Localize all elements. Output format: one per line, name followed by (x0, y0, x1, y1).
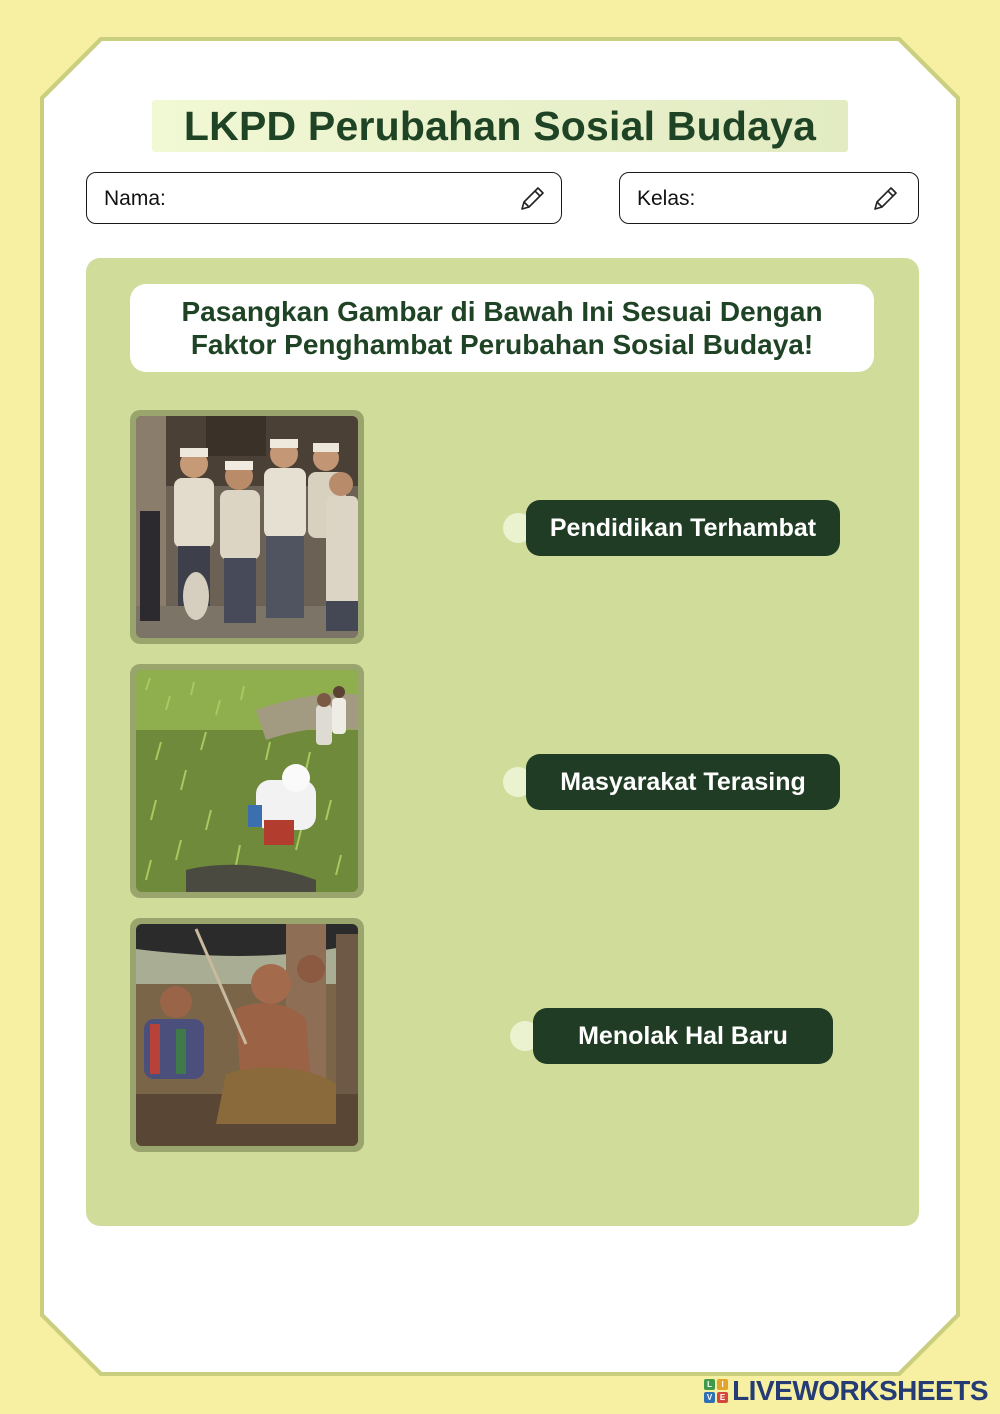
pencil-icon (870, 184, 900, 214)
answer-label-3: Menolak Hal Baru (578, 1021, 788, 1050)
brand-name: LIVEWORKSHEETS (732, 1375, 988, 1406)
photo-forest-community-icon (136, 924, 358, 1146)
nama-label: Nama: (104, 187, 166, 210)
answer-pill-3[interactable] (533, 1008, 833, 1064)
photo-card-1[interactable] (130, 410, 364, 644)
liveworksheets-logo-icon: L I V E (704, 1379, 728, 1403)
kelas-label: Kelas: (637, 187, 696, 210)
answer-pill-2[interactable] (526, 754, 840, 810)
photo-rice-field-walk-icon (136, 670, 358, 892)
answer-label-2: Masyarakat Terasing (560, 767, 806, 796)
photo-card-2[interactable] (130, 664, 364, 898)
nama-field[interactable] (86, 172, 562, 224)
liveworksheets-brand[interactable] (704, 1376, 988, 1406)
answer-label-1: Pendidikan Terhambat (549, 513, 817, 542)
title-banner (152, 100, 848, 152)
instruction-line-2: Faktor Penghambat Perubahan Sosial Budaya! (190, 329, 814, 360)
kelas-field[interactable] (619, 172, 919, 224)
answer-pill-1[interactable] (526, 500, 840, 556)
instruction-line-1: Pasangkan Gambar di Bawah Ini Sesuai Dengan (181, 296, 823, 327)
pencil-icon (517, 184, 547, 214)
photo-card-3[interactable] (130, 918, 364, 1152)
page-title: LKPD Perubahan Sosial Budaya (183, 102, 817, 149)
instruction-box (130, 284, 874, 372)
photo-children-group-icon (136, 416, 358, 638)
